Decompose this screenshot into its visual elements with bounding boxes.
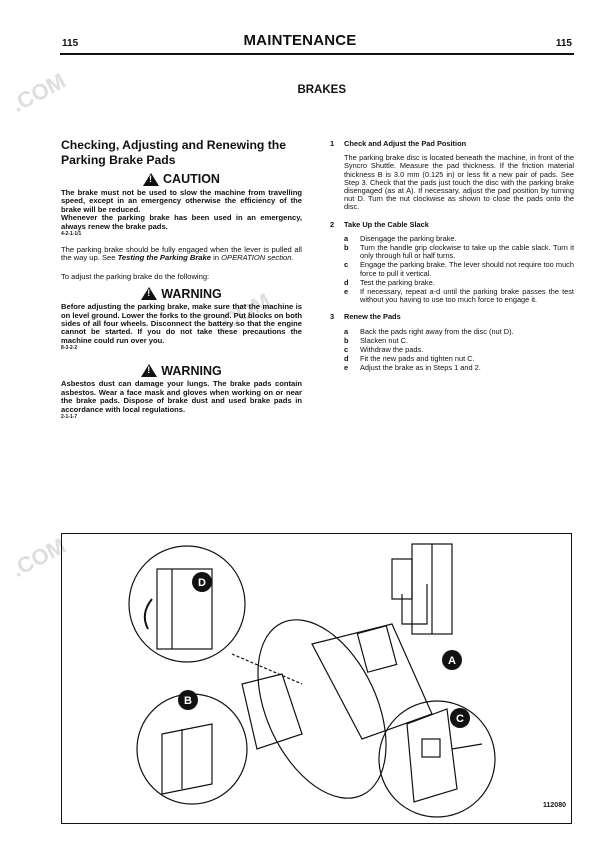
list-item: a Back the pads right away from the disc (nut D). <box>344 326 514 336</box>
inset-c-circle <box>379 701 495 817</box>
page-title: MAINTENANCE <box>243 32 357 49</box>
list-item: c Withdraw the pads. <box>344 345 424 355</box>
step-2-heading: 2 Take Up the Cable Slack <box>330 219 429 229</box>
label-c: C <box>456 713 464 725</box>
left-column <box>61 138 302 429</box>
watermark: .COM <box>7 68 70 118</box>
caution-code: 4-2-1-1/1 <box>61 231 82 238</box>
warning-header-1: ! WARNING <box>61 287 302 300</box>
list-item: a Disengage the parking brake. <box>344 233 457 243</box>
list-item: d Fit the new pads and tighten nut C. <box>344 354 475 364</box>
warning-header-2: ! WARNING <box>61 364 302 377</box>
step-1-text: The parking brake disc is located beneath the machine, in front of the Syncro Shuttle. Measure the pad thickness. If the friction material thickness B is 3.0 mm (0.125 in) or less fit a new pair of pads. See Step 3. Check that the pads just touch the disc with the parking brake disengaged (as at A). If necessary, adjust the pad position by turning nut D. Turn the nut clockwise as shown to close the pads onto the disc. <box>344 153 574 212</box>
list-item: d Test the parking brake. <box>344 277 435 287</box>
warning-code-2: 2-1-1-7 <box>61 413 78 420</box>
watermark: .COM <box>212 288 275 338</box>
caution-text-2: Whenever the parking brake has been used in an emergency, always renew the brake pads. <box>61 213 302 231</box>
section-title: BRAKES <box>297 84 346 96</box>
list-item: c Engage the parking brake. The lever should not require too much force to pull it vertical. <box>344 260 574 278</box>
list-item: e Adjust the brake as in Steps 1 and 2. <box>344 363 481 373</box>
step-3-heading: 3 Renew the Pads <box>330 312 401 322</box>
warning-triangle-icon <box>141 287 157 300</box>
label-d: D <box>198 577 206 589</box>
label-a: A <box>448 655 456 667</box>
label-b: B <box>184 695 192 707</box>
watermark: .COM <box>7 533 70 583</box>
list-item: b Turn the handle grip clockwise to take up the cable slack. Turn it only through full or half turns. <box>344 243 574 261</box>
brake-diagram <box>62 534 570 822</box>
warning-code-1: 8-3-2-2 <box>61 345 78 352</box>
step-1-heading: 1 Check and Adjust the Pad Position <box>330 139 467 148</box>
warning-text-2: Asbestos dust can damage your lungs. The brake pads contain asbestos. Wear a face mask and gloves when working on or near the brake pads. Dispose of brake dust and used brake pads in accordance with local regulations. <box>61 379 302 414</box>
warning-triangle-icon <box>141 364 157 377</box>
procedure-heading: Checking, Adjusting and Renewing the Parking Brake Pads <box>61 138 287 167</box>
list-item: b Slacken nut C. <box>344 335 409 345</box>
inset-d-circle <box>129 546 245 662</box>
page-number-left: 115 <box>62 38 79 49</box>
caution-text: The brake must not be used to slow the machine from travelling speed, except in an emergency otherwise the efficiency of the brake will be reduced. <box>61 188 302 214</box>
step-2-list <box>330 235 574 305</box>
caution-label: CAUTION <box>163 172 220 187</box>
brake-illustration <box>61 533 572 824</box>
figure-code: 112080 <box>543 802 566 809</box>
page-number-right: 115 <box>555 38 572 49</box>
step-3-list <box>330 328 574 373</box>
warning-triangle-icon <box>143 173 159 186</box>
list-item: e If necessary, repeat a-d until the parking brake passes the test without you having to use too much force to engage it. <box>344 287 574 305</box>
paragraph-full-engage: The parking brake should be fully engaged when the lever is pulled all the way up. See Testing the Parking Brake in OPERATION section. <box>61 245 302 263</box>
header-rule <box>60 53 574 55</box>
warning-text-1: Before adjusting the parking brake, make sure that the machine is on level ground. Lower the forks to the ground. Put blocks on both sides of all four wheels. Disconnect the battery so that the engine cannot be started. If you do not take these precautions the machine could run over you. <box>61 302 302 345</box>
paragraph-adjust-intro: To adjust the parking brake do the following: <box>61 271 210 281</box>
right-column <box>330 140 574 374</box>
caution-header <box>61 173 302 186</box>
